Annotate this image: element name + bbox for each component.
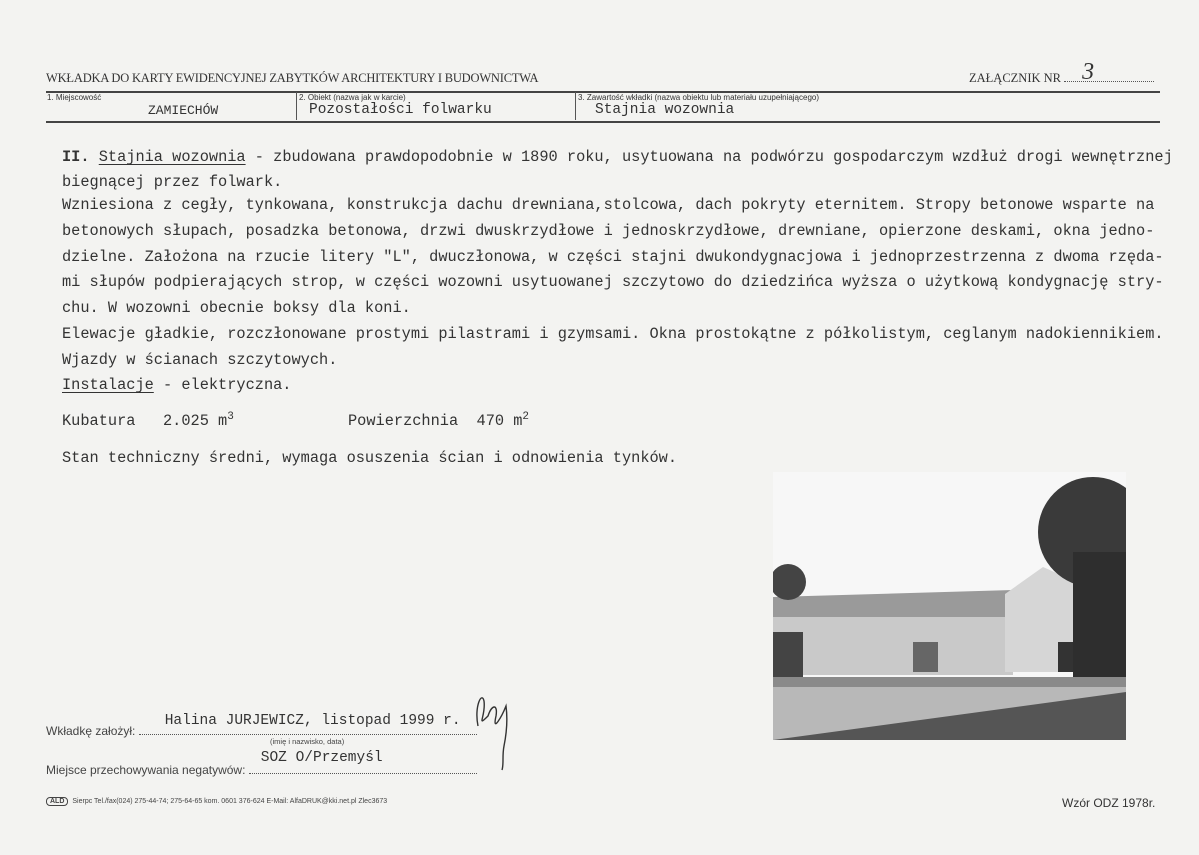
body-line: chu. W wozowni obecnie boksy dla koni. — [62, 299, 411, 317]
form-model: Wzór ODZ 1978r. — [1062, 796, 1156, 810]
author-value: Halina JURJEWICZ, listopad 1999 r. — [164, 713, 461, 729]
author-hint: (imię i nazwisko, data) — [270, 737, 345, 746]
annex-label: ZAŁĄCZNIK NR — [969, 71, 1062, 85]
area-label: Powierzchnia — [348, 412, 459, 431]
printer-logo: ALD — [46, 797, 68, 806]
negatives-label: Miejsce przechowywania negatywów: — [46, 763, 246, 777]
body-line-1 — [62, 148, 1173, 166]
area-value: 470 m — [476, 412, 523, 431]
installations-label: Instalacje — [62, 376, 154, 394]
area-exponent: 2 — [522, 411, 530, 423]
building-photo — [773, 472, 1126, 740]
author-row — [46, 713, 477, 738]
negatives-row — [46, 750, 477, 777]
area — [348, 411, 529, 430]
volume-label: Kubatura — [62, 412, 136, 431]
field-label-locality: 1. Miejscowość — [47, 93, 102, 102]
body-line: mi słupów podpierających strop, w części wozowni usytuowanej szczytowo do dziedzińca wyższa o użytkową kondygnację stry- — [62, 273, 1164, 291]
section-number: II. — [62, 148, 90, 166]
signature — [462, 686, 517, 772]
divider — [46, 121, 1160, 123]
divider — [575, 92, 576, 120]
body-line: Wzniesiona z cegły, tynkowana, konstrukcja dachu drewniana,stolcowa, dach pokryty eternitem. Stropy betonowe wsparte na — [62, 196, 1155, 214]
body-line: biegnącej przez folwark. — [62, 173, 283, 191]
annex-number — [969, 59, 1154, 86]
printer-text: Sierpc Tel./fax(024) 275-44-74; 275-64-65 kom. 0601 376-624 E-Mail: AlfaDRUK@kki.net.pl Zlec3673 — [72, 798, 388, 805]
body-line: betonowych słupach, posadzka betonowa, drzwi dwuskrzydłowe i jednoskrzydłowe, drewniane, opierzone deskami, okna jedno- — [62, 222, 1155, 240]
printer-info — [46, 797, 387, 806]
field-value-object: Pozostałości folwarku — [309, 102, 492, 118]
field-label-object: 2. Obiekt (nazwa jak w karcie) — [299, 93, 406, 102]
body-text: - zbudowana prawdopodobnie w 1890 roku, usytuowana na podwórzu gospodarczym wzdłuż drogi wewnętrznej — [245, 148, 1173, 166]
volume-exponent: 3 — [227, 411, 234, 423]
volume-value: 2.025 m — [162, 412, 228, 431]
installations-value: - elektryczna. — [153, 376, 292, 394]
condition: Stan techniczny średni, wymaga osuszenia ścian i odnowienia tynków. — [62, 449, 678, 467]
divider — [296, 92, 297, 120]
form-title: WKŁADKA DO KARTY EWIDENCYJNEJ ZABYTKÓW ARCHITEKTURY I BUDOWNICTWA — [46, 71, 539, 85]
negatives-value: SOZ O/Przemyśl — [260, 750, 383, 766]
field-label-content: 3. Zawartość wkładki (nazwa obiektu lub materiału uzupełniającego) — [578, 93, 820, 102]
annex-number-value: 3 — [1082, 59, 1095, 85]
field-value-locality: ZAMIECHÓW — [148, 103, 219, 118]
body-line: Wjazdy w ścianach szczytowych. — [62, 351, 338, 369]
author-label: Wkładkę założył: — [46, 724, 136, 738]
installations — [62, 376, 292, 394]
body-line: Elewacje gładkie, rozczłonowane prostymi pilastrami i gzymsami. Okna prostokątne z półkolistym, ceglanym nadokiennikiem. — [62, 325, 1164, 343]
body-line: dzielne. Założona na rzucie litery "L", dwuczłonowa, w części stajni dwukondygnacjowa i jednoprzestrzenna z dwoma rzęda- — [62, 248, 1164, 266]
volume — [62, 411, 234, 430]
field-value-content: Stajnia wozownia — [595, 102, 735, 118]
subject: Stajnia wozownia — [98, 148, 246, 166]
